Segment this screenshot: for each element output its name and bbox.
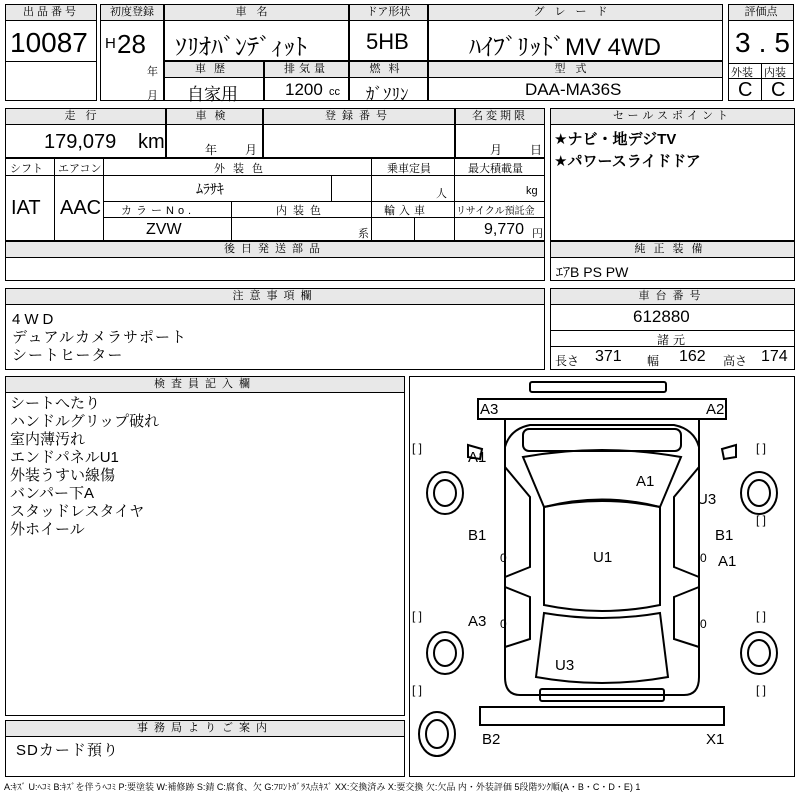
- fuel-box: 燃料 ｶﾞｿﾘﾝ: [349, 61, 428, 101]
- note-item: デュアルカメラサポート: [12, 329, 187, 346]
- notes-box: 注意事項欄 4WD デュアルカメラサポート シートヒーター: [5, 288, 545, 370]
- equipment: ｴｱB PS PW: [556, 264, 629, 280]
- inspector-item: ハンドルグリップ破れ: [10, 413, 160, 430]
- color-number: ZVW: [146, 221, 182, 238]
- inspection-box: 車検 年 月: [166, 108, 263, 158]
- overall-score: 3.5: [735, 27, 798, 58]
- grade-box: グレード ﾊｲﾌﾞﾘｯﾄﾞMV 4WD: [428, 4, 723, 61]
- door-box: ドア形状 5HB: [349, 4, 428, 61]
- mileage-box: 走行 179,079 km: [5, 108, 166, 158]
- door-type: 5HB: [366, 29, 409, 54]
- first-reg-box: 初度登録 H 28 年 月: [100, 4, 164, 101]
- car-name: ｿﾘｵﾊﾞﾝﾃﾞｨｯﾄ: [175, 34, 307, 61]
- model-box: 型式 DAA-MA36S: [428, 61, 723, 101]
- reg-number-box: 登録番号: [263, 108, 455, 158]
- inspector-item: 外装うすい線傷: [10, 467, 116, 484]
- inspector-item: 室内薄汚れ: [10, 431, 86, 448]
- ext-score: C: [738, 79, 753, 101]
- inspector-item: バンパー下A: [10, 485, 94, 502]
- height: 174: [761, 348, 788, 365]
- history-box: 車歴 自家用: [164, 61, 264, 101]
- inspector-item: スタッドレスタイヤ: [10, 503, 145, 520]
- shift: IAT: [11, 197, 41, 219]
- note-item: 4WD: [12, 311, 58, 328]
- car-diagram: A3 A2 A1 A1 U3 B1 B1 A1 U1 A3 U3 B2 X1 [ ] [ ] [ ] [ ] [ ] [ ] [ ] 0 0 0 0: [409, 376, 795, 777]
- damage-mark: A1: [468, 449, 487, 466]
- inspector-item: エンドパネルU1: [10, 449, 119, 466]
- car-name-box: 車名 ｿﾘｵﾊﾞﾝﾃﾞｨｯﾄ: [164, 4, 349, 61]
- score-box: 評価点 3.5 外装 内装 C C: [728, 4, 794, 101]
- inspector-item: シートへたり: [10, 395, 101, 412]
- inspector-item: 外ホイール: [10, 521, 85, 538]
- era: H: [105, 35, 116, 52]
- recycle-deposit: 9,770: [484, 221, 525, 238]
- int-score: C: [771, 79, 786, 101]
- name-change-box: 名変期限 月 日: [455, 108, 545, 158]
- damage-mark: A1: [636, 473, 655, 490]
- fuel: ｶﾞｿﾘﾝ: [366, 85, 409, 104]
- lot-number: 10087: [10, 27, 88, 58]
- history: 自家用: [187, 85, 238, 104]
- damage-mark: U3: [555, 657, 575, 674]
- lot-label: 出品番号: [6, 5, 96, 21]
- damage-mark: A3: [468, 613, 487, 630]
- damage-mark: B1: [715, 527, 734, 544]
- width: 162: [679, 348, 706, 365]
- car-outline-icon: [410, 377, 794, 776]
- lot-box: [5, 4, 97, 101]
- damage-mark: B1: [468, 527, 487, 544]
- damage-mark: B2: [482, 731, 501, 748]
- mileage: 179,079: [44, 131, 117, 153]
- later-parts-box: 後日発送部品: [5, 241, 545, 281]
- damage-mark: X1: [706, 731, 725, 748]
- equipment-box: 純正装備 ｴｱB PS PW: [550, 241, 795, 281]
- first-reg-label: 初度登録: [101, 5, 163, 21]
- note-item: シートヒーター: [12, 347, 124, 364]
- aircon: AAC: [60, 197, 102, 219]
- inspector-box: 検査員記入欄 シートへたり ハンドルグリップ破れ 室内薄汚れ エンドパネルU1 外装うすい線傷 バンパー下A スタッドレスタイヤ 外ホイール: [5, 376, 405, 716]
- sales-points-box: セールスポイント ★ナビ・地デジTV ★パワースライドドア: [550, 108, 795, 241]
- spec-grid: シフト エアコン IAT AAC 外装色 乗車定員 最大積載量 ﾑﾗｻｷ 人 kg カラーNo. 内装色 輸入車 リサイクル預託金 ZVW 系 9,770 円: [5, 158, 545, 241]
- legend: A:ｷｽﾞ U:ﾍｺﾐ B:ｷｽﾞを伴うﾍｺﾐ P:要塗装 W:補修跡 S:錆 C:腐食、欠 G:ﾌﾛﾝﾄｶﾞﾗｽ点ｷｽﾞ XX:交換済み X:要交換 欠:欠品 内・外装評価 5段階ﾗﾝｸ順(A・B・C・D・E) 1: [4, 782, 641, 792]
- chassis-box: 車台番号 612880 諸元 長さ 371 幅 162 高さ 174: [550, 288, 795, 370]
- grade: ﾊｲﾌﾞﾘｯﾄﾞMV 4WD: [469, 34, 661, 61]
- office-box: 事務局よりご案内 SDカード預り: [5, 720, 405, 777]
- damage-mark: U1: [593, 549, 613, 566]
- damage-mark: A3: [480, 401, 499, 418]
- damage-mark: A1: [718, 553, 737, 570]
- sales-point-item: ★ナビ・地デジTV: [554, 131, 677, 148]
- damage-mark: U3: [697, 491, 717, 508]
- displacement: 1200: [285, 80, 323, 99]
- ext-color: ﾑﾗｻｷ: [196, 181, 224, 197]
- model-code: DAA-MA36S: [525, 80, 622, 99]
- reg-year: 28: [117, 29, 146, 59]
- chassis-number: 612880: [633, 307, 690, 326]
- displacement-box: 排気量 1200 cc: [264, 61, 349, 101]
- sales-point-item: ★パワースライドドア: [554, 153, 701, 170]
- office-note: SDカード預り: [16, 742, 119, 759]
- length: 371: [595, 348, 622, 365]
- damage-mark: A2: [706, 401, 725, 418]
